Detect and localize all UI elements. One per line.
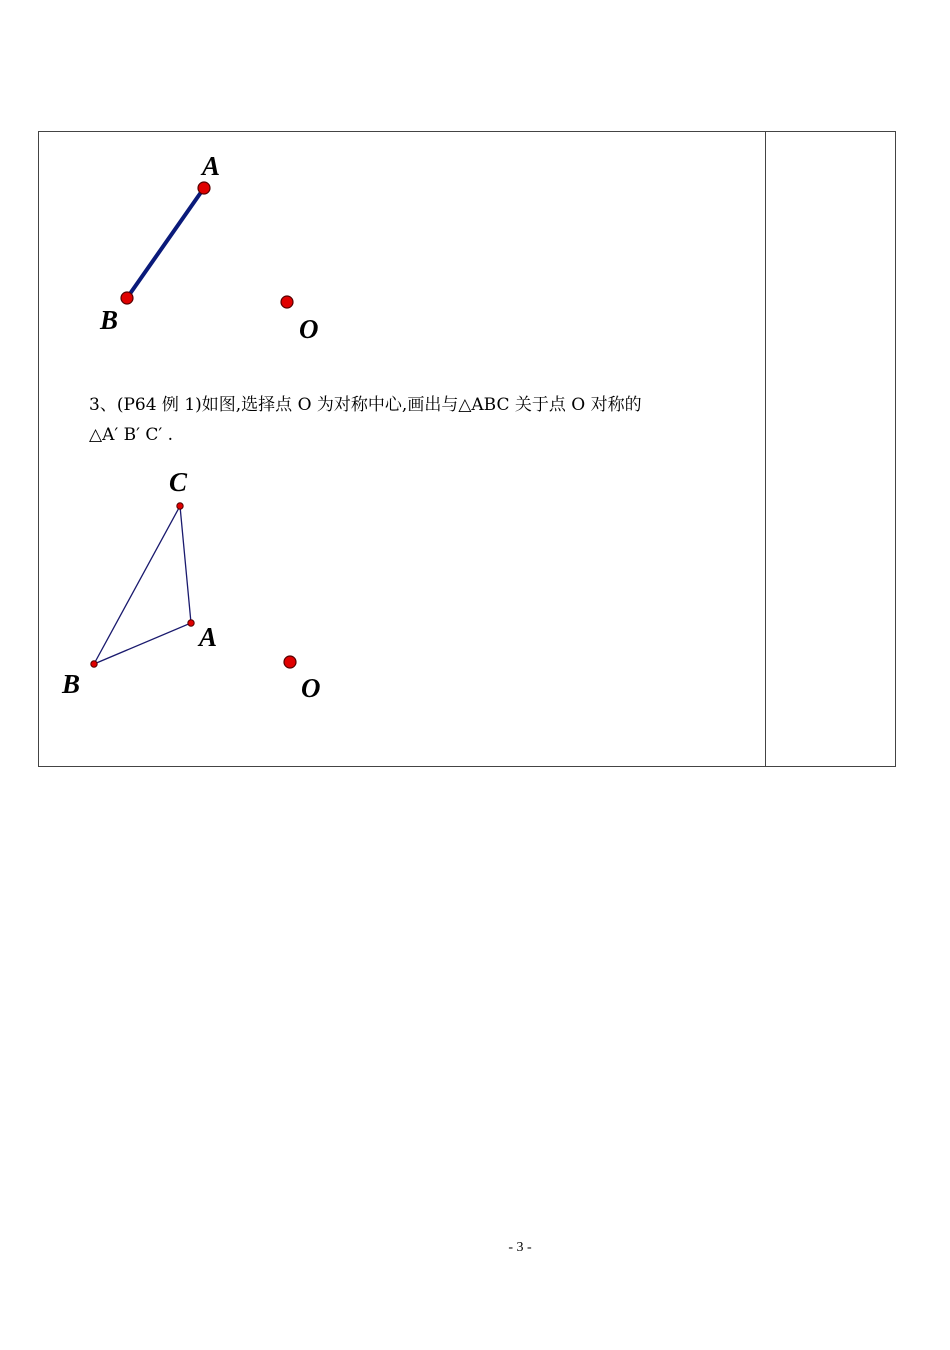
page-number: - 3 - — [508, 1240, 532, 1255]
triangle-abc — [94, 506, 191, 664]
label-b2: B — [62, 669, 81, 699]
point-o[interactable] — [281, 296, 293, 308]
figure-segment-ab — [99, 151, 319, 344]
point-o2[interactable] — [284, 656, 296, 668]
label-a2: A — [199, 622, 218, 652]
problem-statement — [89, 390, 759, 450]
label-o2: O — [301, 673, 321, 703]
label-a: A — [202, 151, 221, 181]
point-b2[interactable] — [91, 661, 97, 667]
problem-line-1: 3、(P64 例 1)如图,选择点 O 为对称中心,画出与△ABC 关于点 O 对称的 — [89, 395, 642, 415]
problem-line-2: △A′ B′ C′ . — [89, 425, 174, 445]
exercise-table — [38, 131, 896, 767]
segment-ab — [127, 188, 204, 298]
point-a[interactable] — [198, 182, 210, 194]
column-divider — [765, 132, 766, 766]
label-b: B — [100, 305, 119, 335]
point-a2[interactable] — [188, 620, 194, 626]
point-b[interactable] — [121, 292, 133, 304]
label-o: O — [299, 314, 319, 344]
figure-triangle-abc — [61, 467, 321, 703]
label-c: C — [169, 467, 188, 497]
point-c[interactable] — [177, 503, 183, 509]
